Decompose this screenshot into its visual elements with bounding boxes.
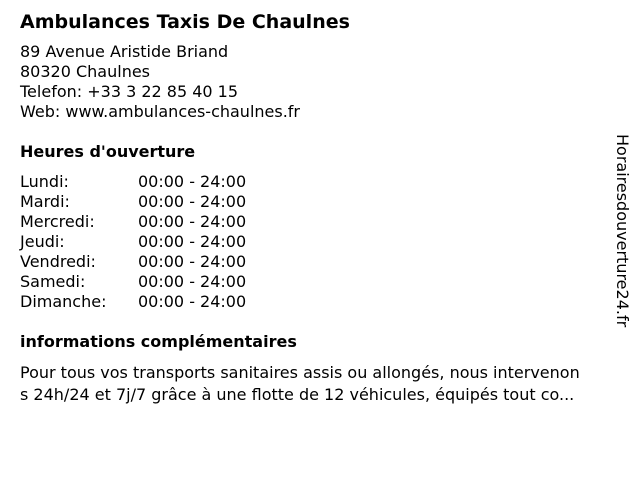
city-postal: 80320 Chaulnes <box>20 62 151 81</box>
time-range: 00:00 - 24:00 <box>138 232 247 251</box>
site-watermark: Horairesdouverture24.fr <box>613 134 632 328</box>
table-row <box>20 272 246 292</box>
street-address: 89 Avenue Aristide Briand <box>20 42 229 61</box>
website-link[interactable]: Web: www.ambulances-chaulnes.fr <box>20 102 301 121</box>
phone-number: Telefon: +33 3 22 85 40 15 <box>20 82 239 101</box>
hours-table <box>20 172 246 312</box>
time-range: 00:00 - 24:00 <box>138 172 247 191</box>
time-range: 00:00 - 24:00 <box>138 192 247 211</box>
day-label: Lundi: <box>20 172 69 191</box>
day-label: Jeudi: <box>20 232 65 251</box>
business-card <box>20 10 615 406</box>
time-range: 00:00 - 24:00 <box>138 212 247 231</box>
day-label: Dimanche: <box>20 292 107 311</box>
info-line: Pour tous vos transports sanitaires assis ou allongés, nous intervenon <box>20 363 580 382</box>
day-label: Samedi: <box>20 272 86 291</box>
business-name: Ambulances Taxis De Chaulnes <box>20 11 350 33</box>
table-row <box>20 192 246 212</box>
address-block <box>20 42 615 122</box>
table-row <box>20 172 246 192</box>
day-label: Vendredi: <box>20 252 96 271</box>
info-text <box>20 362 630 406</box>
table-row <box>20 292 246 312</box>
time-range: 00:00 - 24:00 <box>138 272 247 291</box>
time-range: 00:00 - 24:00 <box>138 252 247 271</box>
table-row <box>20 252 246 272</box>
table-row <box>20 212 246 232</box>
info-line: s 24h/24 et 7j/7 grâce à une flotte de 12 véhicules, équipés tout co... <box>20 385 575 404</box>
day-label: Mercredi: <box>20 212 95 231</box>
table-row <box>20 232 246 252</box>
hours-heading: Heures d'ouverture <box>20 142 196 161</box>
time-range: 00:00 - 24:00 <box>138 292 247 311</box>
info-heading: informations complémentaires <box>20 332 297 351</box>
day-label: Mardi: <box>20 192 70 211</box>
